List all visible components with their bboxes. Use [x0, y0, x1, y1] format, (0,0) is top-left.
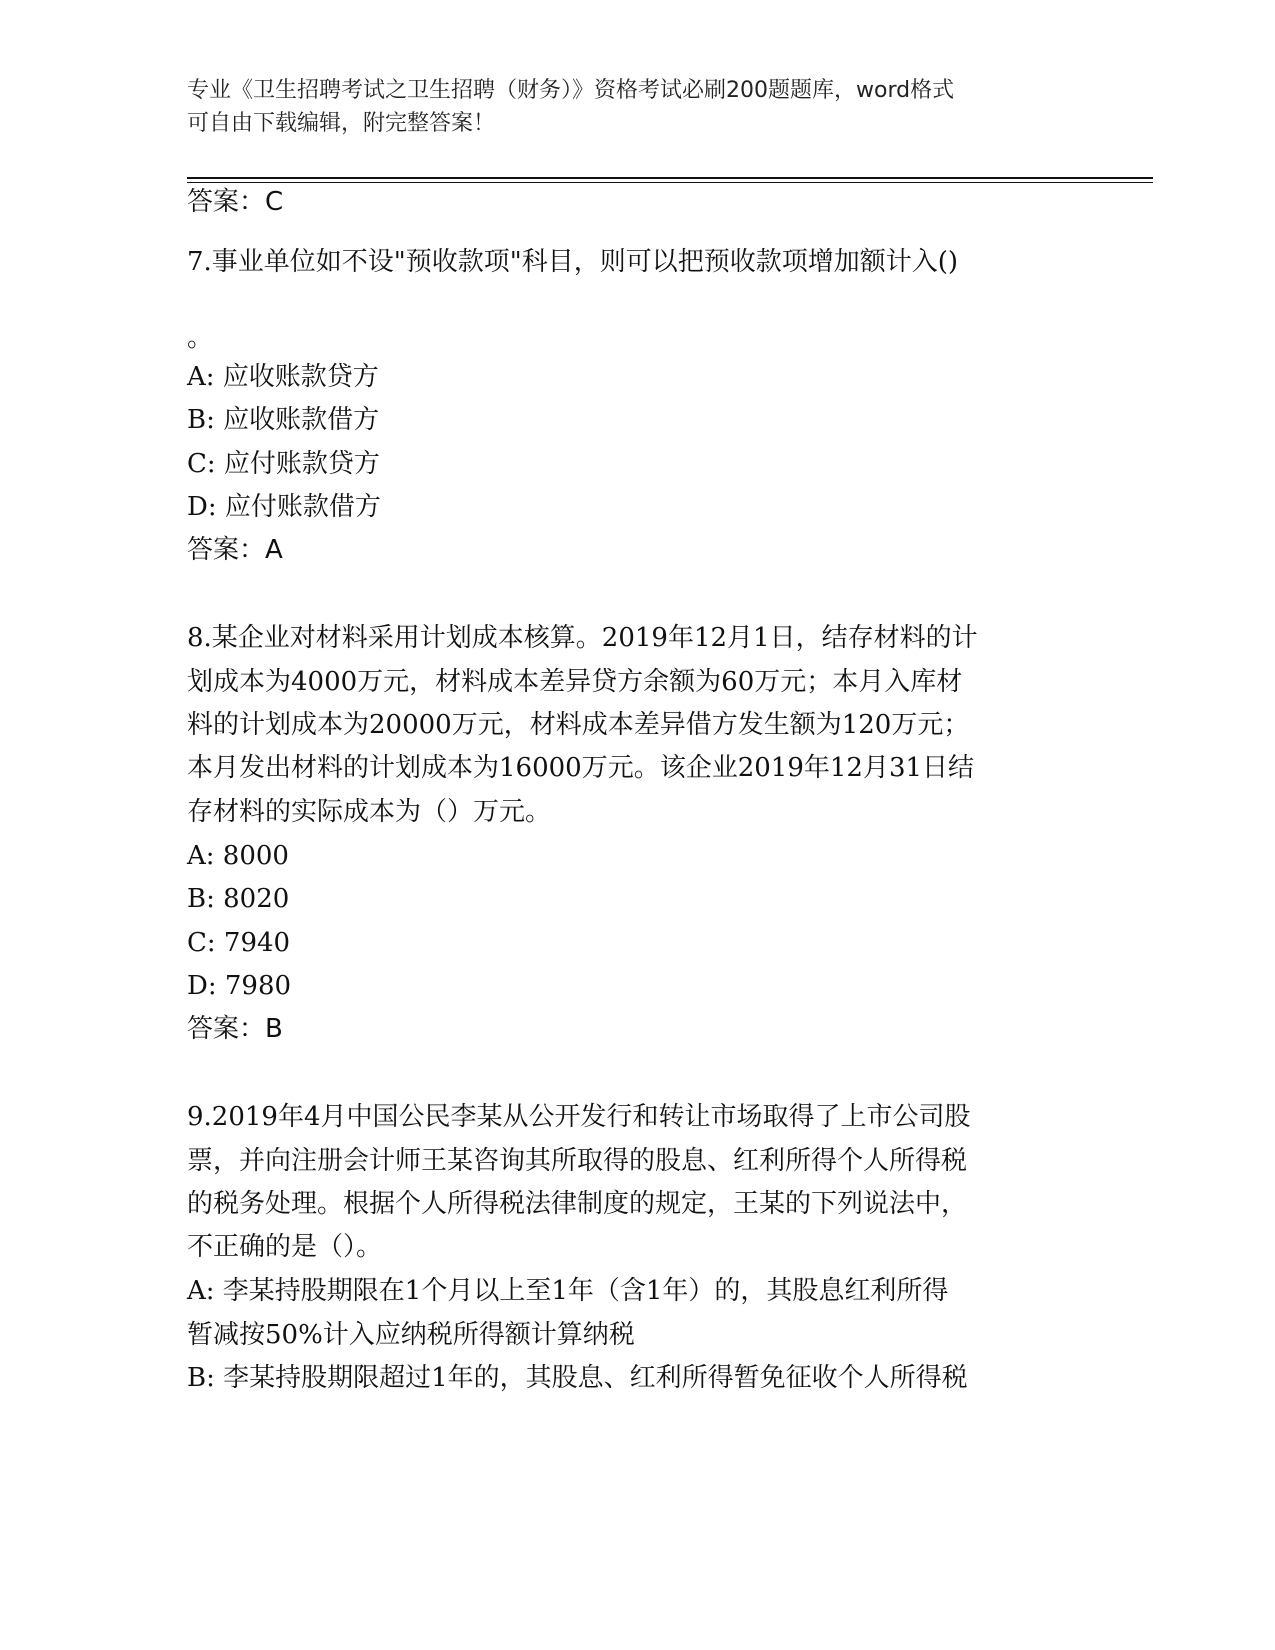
option-d: D: 7980 — [187, 971, 292, 1001]
answer-line: 答案：A — [187, 535, 283, 565]
header-rule — [187, 182, 1153, 183]
option-a: A: 李某持股期限在1个月以上至1年（含1年）的，其股息红利所得 — [187, 1276, 949, 1306]
question-stem-line: 9.2019年4月中国公民李某从公开发行和转让市场取得了上市公司股 — [187, 1102, 971, 1132]
answer-line: 答案：C — [187, 187, 284, 217]
option-c: C: 7940 — [187, 928, 291, 958]
header-rule — [187, 177, 1153, 179]
question-stem-line: 7.事业单位如不设"预收款项"科目，则可以把预收款项增加额计入() — [187, 247, 959, 277]
option-c: C: 应付账款贷方 — [187, 449, 380, 479]
option-a: A: 8000 — [187, 841, 289, 871]
question-stem-line: 不正确的是（）。 — [187, 1232, 383, 1262]
question-stem-line: 票，并向注册会计师王某咨询其所取得的股息、红利所得个人所得税 — [187, 1146, 968, 1176]
question-stem-line: 存材料的实际成本为（）万元。 — [187, 797, 552, 827]
option-b: B: 应收账款借方 — [187, 405, 380, 435]
option-b: B: 李某持股期限超过1年的，其股息、红利所得暂免征收个人所得税 — [187, 1363, 968, 1393]
question-stem-line: 。 — [187, 323, 214, 353]
header-line: 可自由下载编辑，附完整答案！ — [187, 111, 496, 136]
question-stem-line: 8.某企业对材料采用计划成本核算。2019年12月1日，结存材料的计 — [187, 623, 978, 653]
answer-line: 答案：B — [187, 1014, 283, 1044]
header-line: 专业《卫生招聘考试之卫生招聘（财务）》资格考试必刷200题题库，word格式 — [187, 78, 955, 103]
option-d: D: 应付账款借方 — [187, 492, 381, 522]
option-b: B: 8020 — [187, 884, 290, 914]
question-stem-line: 的税务处理。根据个人所得税法律制度的规定，王某的下列说法中， — [187, 1189, 968, 1219]
option-a: A: 应收账款贷方 — [187, 362, 379, 392]
question-stem-line: 本月发出材料的计划成本为16000万元。该企业2019年12月31日结 — [187, 753, 975, 783]
question-stem-line: 料的计划成本为20000万元，材料成本差异借方发生额为120万元； — [187, 710, 970, 740]
option-a-continued: 暂减按50%计入应纳税所得额计算纳税 — [187, 1320, 635, 1350]
document-header — [187, 74, 1067, 140]
question-stem-line: 划成本为4000万元，材料成本差异贷方余额为60万元；本月入库材 — [187, 667, 963, 697]
